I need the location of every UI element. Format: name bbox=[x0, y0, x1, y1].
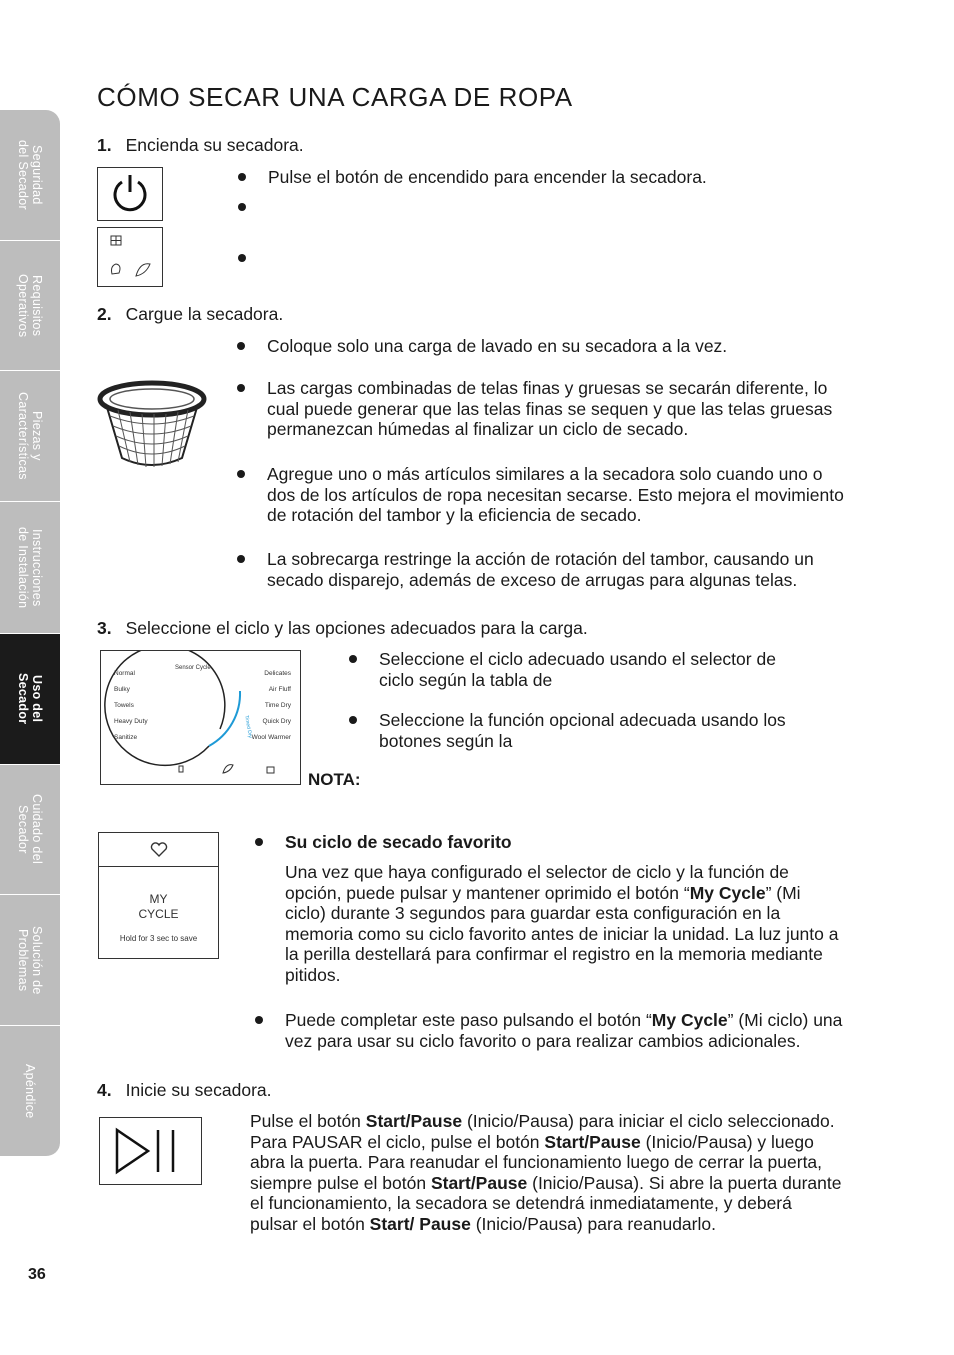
step2-bullet-2: Las cargas combinadas de telas finas y gruesas se secarán diferente, lo cual puede generar que las telas finas se sequen y que las telas gruesas permanezcan húmedas al finalizar un ciclo de secado. bbox=[267, 378, 845, 440]
my-cycle-label bbox=[99, 892, 218, 922]
dial-left-label: Towels bbox=[114, 702, 134, 709]
step-number: 1. bbox=[97, 135, 112, 155]
step3-bullet-1: Seleccione el ciclo adecuado usando el selector de ciclo según la tabla de bbox=[379, 649, 779, 690]
step-text: Encienda su secadora. bbox=[125, 135, 304, 155]
sidebar-tab-seguridad[interactable] bbox=[0, 110, 60, 241]
step3-bullet-2: Seleccione la función opcional adecuada usando los botones según la bbox=[379, 710, 799, 751]
sidebar-tab-solucion[interactable] bbox=[0, 895, 60, 1026]
sidebar-tab-label: Cuidado del Secador bbox=[16, 794, 44, 865]
power-button-illustration bbox=[97, 167, 163, 221]
mycycle-heading: Su ciclo de secado favorito bbox=[285, 832, 845, 853]
step1-bullet-2 bbox=[268, 197, 848, 217]
text-run: ” (Mi ciclo) una vez para usar su ciclo favorito o para realizar cambios adicionales. bbox=[285, 1010, 843, 1051]
text-run: Una vez que haya configurado el selector de ciclo y la función de opción, puede pulsar y mantener oprimido el botón “ bbox=[285, 862, 789, 903]
dial-right-label: Delicates bbox=[264, 670, 291, 677]
sidebar-tab-label: Seguridad del Secador bbox=[16, 139, 44, 210]
play-pause-icon bbox=[100, 1118, 201, 1184]
text-run: (Inicio/Pausa) para reanudarlo. bbox=[470, 1213, 716, 1234]
dial-right-label: Wool Warmer bbox=[251, 734, 291, 741]
sidebar-tab-cuidado[interactable] bbox=[0, 765, 60, 895]
control-panel-illustration bbox=[97, 227, 163, 287]
laundry-basket-illustration bbox=[96, 374, 208, 474]
power-icon bbox=[98, 168, 162, 220]
text-run: Puede completar este paso pulsando el botón “ bbox=[285, 1010, 652, 1030]
sidebar-tab-label: Solución de Problemas bbox=[16, 925, 44, 995]
sidebar-tab-label: Uso del Secador bbox=[16, 673, 44, 725]
my-cycle-line1: MY bbox=[149, 892, 168, 906]
step-1 bbox=[97, 135, 304, 156]
text-run: Pulse el botón bbox=[250, 1111, 366, 1131]
step2-bullet-4: La sobrecarga restringe la acción de rotación del tambor, causando un secado disparejo, además de exceso de arrugas para algunas telas. bbox=[267, 549, 845, 590]
page-title: CÓMO SECAR UNA CARGA DE ROPA bbox=[97, 82, 573, 112]
mycycle-bullet-2 bbox=[285, 1010, 845, 1051]
text-run: (Inicio/Pausa) y luego abra la puerta. Para reanudar el funcionamiento luego de cerrar la puerta, siempre pulse el botón bbox=[250, 1131, 823, 1193]
text-run-bold: Start/Pause bbox=[544, 1131, 641, 1152]
sidebar-tab-label: Requisitos Operativos bbox=[16, 273, 44, 338]
sound-icon bbox=[179, 766, 183, 772]
wrinkle-icon bbox=[267, 767, 274, 773]
text-run-bold: My Cycle bbox=[651, 1010, 728, 1030]
dial-left-label: Sanitize bbox=[114, 734, 138, 741]
dial-top-label: Sensor Cycle bbox=[175, 665, 211, 671]
text-run: (Inicio/Pausa) para iniciar el ciclo seleccionado. Para PAUSAR el ciclo, pulse el botón bbox=[250, 1111, 835, 1152]
text-run: (Inicio/Pausa). Si abre la puerta durante el funcionamiento, la secadora se detendrá inmediatamente, y deberá pulsar el botón bbox=[250, 1172, 842, 1234]
step-number: 2. bbox=[97, 304, 112, 324]
cycle-dial-illustration bbox=[100, 650, 301, 785]
text-run-bold: Start/Pause bbox=[365, 1111, 463, 1131]
dial-right-label: Time Dry bbox=[264, 702, 291, 709]
my-cycle-hint: Hold for 3 sec to save bbox=[119, 934, 198, 943]
start-pause-button-illustration bbox=[99, 1117, 202, 1185]
sidebar-tab-uso[interactable] bbox=[0, 634, 60, 765]
step-text: Seleccione el ciclo y las opciones adecuados para la carga. bbox=[125, 618, 588, 638]
panel-icons bbox=[98, 228, 162, 286]
dial-left-label: Bulky bbox=[114, 686, 130, 693]
step2-bullet-3: Agregue uno o más artículos similares a la secadora solo cuando uno o dos de los artículos de ropa necesitan secarse. Esto mejora el movimiento de rotación del tambor y la eficiencia de secado. bbox=[267, 464, 852, 526]
step1-bullet-3 bbox=[268, 248, 848, 268]
dial-right-label: Quick Dry bbox=[262, 718, 291, 725]
sidebar-tab-piezas[interactable] bbox=[0, 371, 60, 502]
dial-side-label: Timed Dry bbox=[243, 714, 254, 739]
step-3 bbox=[97, 618, 588, 639]
text-run-bold: Start/ Pause bbox=[369, 1213, 471, 1234]
step1-bullet-1: Pulse el botón de encendido para encender la secadora. bbox=[268, 167, 848, 188]
page-number: 36 bbox=[28, 1266, 46, 1283]
my-cycle-button-illustration bbox=[98, 832, 219, 959]
my-cycle-line2: CYCLE bbox=[138, 907, 179, 921]
dial-left-label: Normal bbox=[114, 670, 135, 677]
step-2 bbox=[97, 304, 283, 325]
sidebar-tab-requisitos[interactable] bbox=[0, 241, 60, 371]
dial-right-label: Air Fluff bbox=[268, 686, 291, 693]
text-run-bold: Start/Pause bbox=[430, 1172, 528, 1193]
sidebar-tab-label: Instrucciones de Instalación bbox=[16, 526, 44, 609]
sidebar-tab-instrucciones[interactable] bbox=[0, 502, 60, 634]
text-run-bold: My Cycle bbox=[689, 882, 766, 903]
step2-bullet-1: Coloque solo una carga de lavado en su secadora a la vez. bbox=[267, 336, 845, 357]
sidebar-tab-label: Piezas y Características bbox=[16, 392, 44, 480]
step-number: 3. bbox=[97, 618, 112, 638]
cycle-dial bbox=[101, 651, 300, 784]
step-text: Cargue la secadora. bbox=[125, 304, 284, 324]
heart-icon bbox=[99, 833, 218, 867]
step-text: Inicie su secadora. bbox=[125, 1080, 272, 1100]
dial-left-label: Heavy Duty bbox=[114, 718, 148, 725]
step4-paragraph bbox=[250, 1111, 842, 1234]
step-4 bbox=[97, 1080, 272, 1101]
sidebar-tab-apendice[interactable] bbox=[0, 1026, 60, 1157]
sidebar-tab-label: Apéndice bbox=[23, 1063, 37, 1119]
text-run: ” (Mi ciclo) durante 3 segundos para guardar esta configuración en la memoria como su ciclo favorito antes de iniciar la unidad. La luz junto a la perilla destellará para confirmar el registro en la memoria mediante pitidos. bbox=[285, 882, 839, 985]
step-number: 4. bbox=[97, 1080, 112, 1100]
nota-label: NOTA: bbox=[308, 770, 361, 789]
leaf-icon bbox=[223, 765, 233, 773]
mycycle-paragraph bbox=[285, 862, 845, 985]
